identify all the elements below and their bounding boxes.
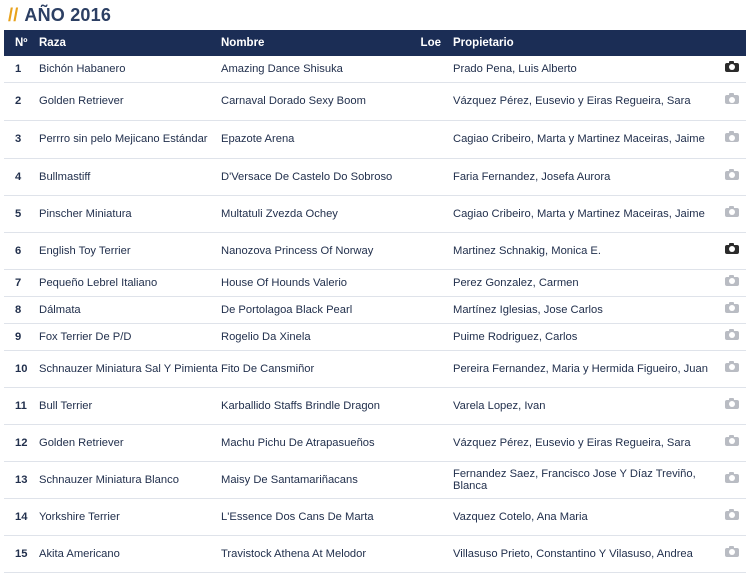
- title-text: AÑO 2016: [24, 4, 112, 25]
- table-row: [4, 350, 746, 387]
- breed-cell: Bull Terrier: [39, 399, 93, 412]
- row-number: 1: [15, 62, 22, 75]
- dog-name-cell: Maisy De Santamariñacans: [221, 473, 358, 486]
- row-number: 4: [15, 170, 22, 183]
- table-row: [4, 269, 746, 296]
- owner-cell: Cagiao Cribeiro, Marta y Martinez Maceiras, Jaime: [453, 133, 705, 145]
- breed-cell: Schnauzer Miniatura Blanco: [39, 473, 179, 486]
- dog-name-cell: Travistock Athena At Melodor: [221, 547, 367, 560]
- dog-name-cell: D'Versace De Castelo Do Sobroso: [221, 170, 393, 183]
- camera-icon[interactable]: [725, 331, 739, 340]
- dog-name-cell: House Of Hounds Valerio: [221, 276, 348, 289]
- photo-cell: [718, 56, 746, 82]
- breed-cell: Bichón Habanero: [39, 62, 126, 75]
- owner-cell: Fernandez Saez, Francisco Jose Y Díaz Treviño, Blanca: [453, 467, 696, 492]
- row-number: 9: [15, 330, 22, 343]
- dog-name-cell: Multatuli Zvezda Ochey: [221, 207, 338, 220]
- owner-cell: Faria Fernandez, Josefa Aurora: [453, 170, 611, 183]
- photo-cell: [718, 350, 746, 387]
- photo-cell: [718, 82, 746, 120]
- dog-name-cell: Epazote Arena: [221, 133, 295, 145]
- photo-cell: [718, 158, 746, 195]
- dog-name-cell: Fito De Cansmiñor: [221, 362, 315, 375]
- camera-icon[interactable]: [725, 363, 739, 372]
- dog-name-cell: Carnaval Dorado Sexy Boom: [221, 95, 366, 107]
- row-number: 5: [15, 207, 22, 220]
- camera-icon[interactable]: [725, 277, 739, 286]
- breed-cell: Golden Retriever: [39, 95, 124, 107]
- table-row: [4, 232, 746, 269]
- camera-icon[interactable]: [725, 474, 739, 483]
- owner-cell: Vazquez Cotelo, Ana Maria: [453, 510, 588, 523]
- owner-cell: Villasuso Prieto, Constantino Y Vilasuso, Andrea: [453, 547, 693, 560]
- camera-icon[interactable]: [725, 400, 739, 409]
- breed-cell: Schnauzer Miniatura Sal Y Pimienta: [39, 362, 218, 375]
- col-propietario-header: Propietario: [453, 37, 514, 49]
- photo-cell: [718, 387, 746, 424]
- row-number: 11: [15, 399, 27, 412]
- dog-name-cell: Amazing Dance Shisuka: [221, 62, 343, 75]
- owner-cell: Vázquez Pérez, Eusevio y Eiras Regueira, Sara: [453, 436, 691, 449]
- photo-cell: [718, 120, 746, 158]
- owner-cell: Varela Lopez, Ivan: [453, 399, 546, 412]
- camera-icon[interactable]: [725, 208, 739, 217]
- owner-cell: Pereira Fernandez, Maria y Hermida Figueiro, Juan: [453, 362, 708, 375]
- photo-cell: [718, 498, 746, 535]
- breed-cell: Fox Terrier De P/D: [39, 330, 132, 343]
- row-number: 7: [15, 276, 22, 289]
- owner-cell: Perez Gonzalez, Carmen: [453, 276, 579, 289]
- dog-name-cell: Machu Pichu De Atrapasueños: [221, 436, 375, 449]
- row-number: 12: [15, 436, 28, 449]
- photo-cell: [718, 232, 746, 269]
- photo-cell: [718, 195, 746, 232]
- table-row: [4, 82, 746, 120]
- owner-cell: Vázquez Pérez, Eusevio y Eiras Regueira, Sara: [453, 95, 691, 107]
- table-row: [4, 535, 746, 572]
- breed-cell: Dálmata: [39, 303, 81, 316]
- photo-cell: [718, 461, 746, 498]
- dog-name-cell: Karballido Staffs Brindle Dragon: [221, 399, 380, 412]
- owner-cell: Puime Rodriguez, Carlos: [453, 330, 578, 343]
- photo-cell: [718, 296, 746, 323]
- col-num-header: Nº: [15, 37, 28, 49]
- table-row: [4, 120, 746, 158]
- owner-cell: Cagiao Cribeiro, Marta y Martinez Maceiras, Jaime: [453, 207, 705, 220]
- col-nombre-header: [221, 30, 453, 56]
- section-title: [0, 0, 750, 30]
- camera-icon[interactable]: [725, 95, 739, 104]
- camera-icon[interactable]: [725, 304, 739, 313]
- breed-cell: English Toy Terrier: [39, 244, 131, 257]
- row-number: 14: [15, 510, 28, 523]
- col-raza-header: Raza: [39, 37, 66, 49]
- results-table: [4, 30, 746, 573]
- table-row: [4, 158, 746, 195]
- breed-cell: Yorkshire Terrier: [39, 510, 120, 523]
- dog-name-cell: Nanozova Princess Of Norway: [221, 244, 374, 257]
- table-row: [4, 195, 746, 232]
- row-number: 6: [15, 244, 22, 257]
- col-loe-header: Loe: [420, 37, 441, 49]
- breed-cell: Akita Americano: [39, 547, 120, 560]
- dog-name-cell: L'Essence Dos Cans De Marta: [221, 510, 374, 523]
- breed-cell: Pequeño Lebrel Italiano: [39, 276, 158, 289]
- camera-icon[interactable]: [725, 63, 739, 72]
- title-slashes: //: [8, 4, 19, 25]
- breed-cell: Bullmastiff: [39, 170, 91, 183]
- table-row: [4, 387, 746, 424]
- camera-icon[interactable]: [725, 548, 739, 557]
- photo-cell: [718, 323, 746, 350]
- breed-cell: Pinscher Miniatura: [39, 207, 132, 220]
- photo-cell: [718, 424, 746, 461]
- col-nombre-label: Nombre: [221, 37, 265, 49]
- camera-icon[interactable]: [725, 437, 739, 446]
- row-number: 2: [15, 95, 22, 107]
- row-number: 10: [15, 362, 28, 375]
- table-row: [4, 461, 746, 498]
- table-row: [4, 424, 746, 461]
- owner-cell: Prado Pena, Luis Alberto: [453, 62, 577, 75]
- camera-icon[interactable]: [725, 171, 739, 180]
- table-row: [4, 296, 746, 323]
- camera-icon[interactable]: [725, 133, 739, 142]
- row-number: 15: [15, 547, 28, 560]
- table-header-row: [4, 30, 746, 56]
- owner-cell: Martínez Iglesias, Jose Carlos: [453, 303, 603, 316]
- col-photo-header: [718, 30, 746, 56]
- dog-name-cell: Rogelio Da Xinela: [221, 330, 311, 343]
- row-number: 3: [15, 133, 22, 145]
- camera-icon[interactable]: [725, 245, 739, 254]
- row-number: 8: [15, 303, 22, 316]
- breed-cell: Perrro sin pelo Mejicano Estándar: [39, 133, 208, 145]
- owner-cell: Martinez Schnakig, Monica E.: [453, 244, 601, 257]
- table-row: [4, 498, 746, 535]
- camera-icon[interactable]: [725, 511, 739, 520]
- dog-name-cell: De Portolagoa Black Pearl: [221, 303, 353, 316]
- table-row: [4, 323, 746, 350]
- photo-cell: [718, 535, 746, 572]
- row-number: 13: [15, 473, 28, 486]
- table-row: [4, 56, 746, 82]
- breed-cell: Golden Retriever: [39, 436, 124, 449]
- photo-cell: [718, 269, 746, 296]
